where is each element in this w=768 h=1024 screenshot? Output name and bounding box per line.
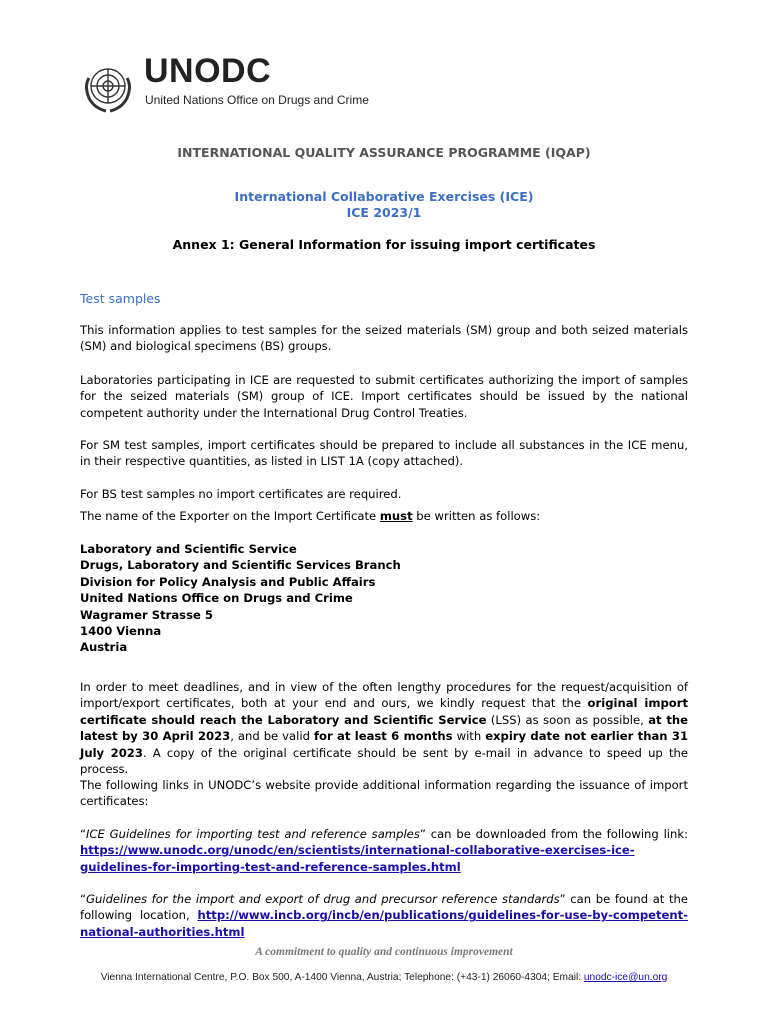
paragraph-4: For BS test samples no import certificates are required.: [80, 487, 402, 501]
paragraph-3: For SM test samples, import certificates should be prepared to include all substances in the ICE menu, in their respective quantities, as listed in LIST 1A (copy attached).: [80, 438, 688, 469]
footer-address: Vienna International Centre, P.O. Box 500, A-1400 Vienna, Austria; Telephone: (+43-1) 26060-4304; Email: unodc-ice@un.org: [100, 972, 668, 983]
paragraph-5: The name of the Exporter on the Import Certificate must be written as follows:: [80, 509, 541, 523]
paragraph-6: In order to meet deadlines, and in view of the often lengthy procedures for the request/acquisition of import/export certificates, both at your end and ours, we kindly request that the original import certificate should reach the Laboratory and Scientific Service (LSS) as soon as possible, at the latest by 30 April 2023, and be valid for at least 6 months with expiry date not earlier than 31 July 2023. A copy of the original certificate should be sent by e-mail in advance to speed up the process.: [80, 680, 689, 777]
paragraph-2: Laboratories participating in ICE are requested to submit certificates authorizing the import of samples for the seized materials (SM) group of ICE. Import certificates should be issued by the national competent authority under the International Drug Control Treaties.: [80, 373, 688, 420]
annex-title: Annex 1: General Information for issuing import certificates: [172, 237, 596, 252]
unodc-logo: [80, 52, 370, 114]
section-heading: Test samples: [80, 291, 161, 306]
programme-title: INTERNATIONAL QUALITY ASSURANCE PROGRAMME (IQAP): [177, 145, 591, 160]
link-paragraph-1: “ICE Guidelines for importing test and reference samples” can be downloaded from the following link: https://www.unodc.org/unodc/en/scientists/international-collaborative-exercises-ice-guidelines-for-importing-test-and-reference-samples.html: [80, 827, 688, 874]
link-paragraph-2: “Guidelines for the import and export of drug and precursor reference standards” can be found at the following location, http://www.incb.org/incb/en/publications/guidelines-for-use-by-competent-national-authorities.html: [80, 892, 688, 939]
address-line: Division for Policy Analysis and Public Affairs: [80, 574, 376, 589]
address-line: 1400 Vienna: [80, 624, 162, 639]
logo-wordmark: UNODC: [144, 52, 272, 90]
address-line: Drugs, Laboratory and Scientific Services Branch: [80, 558, 401, 573]
incb-guidelines-link[interactable]: http://www.incb.org/incb/en/publications/guidelines-for-use-by-competent-national-authorities.html: [80, 908, 688, 939]
address-line: United Nations Office on Drugs and Crime: [80, 591, 353, 606]
ice-title: International Collaborative Exercises (ICE): [234, 189, 534, 204]
un-emblem-icon: [80, 58, 136, 114]
incb-guidelines-title: Guidelines for the import and export of drug and precursor reference standards: [86, 892, 560, 906]
address-line: Laboratory and Scientific Service: [80, 542, 297, 556]
exporter-address: [80, 541, 401, 656]
address-line: Austria: [80, 640, 128, 655]
paragraph-1: This information applies to test samples for the seized materials (SM) group and both seized materials (SM) and biological specimens (BS) groups.: [80, 323, 688, 354]
address-line: Wagramer Strasse 5: [80, 607, 213, 622]
must-emphasis: must: [379, 509, 413, 523]
footer-tagline: A commitment to quality and continuous improvement: [255, 946, 513, 958]
ice-guidelines-title: ICE Guidelines for importing test and reference samples: [86, 827, 420, 841]
footer-email-link[interactable]: unodc-ice@un.org: [583, 972, 668, 983]
logo-subtitle: United Nations Office on Drugs and Crime: [145, 93, 369, 107]
ice-guidelines-link[interactable]: https://www.unodc.org/unodc/en/scientists/international-collaborative-exercises-ice-guidelines-for-importing-test-and-reference-samples.html: [80, 843, 635, 874]
paragraph-7: The following links in UNODC’s website provide additional information regarding the issuance of import certificates:: [80, 778, 688, 809]
ice-code: ICE 2023/1: [346, 205, 422, 220]
